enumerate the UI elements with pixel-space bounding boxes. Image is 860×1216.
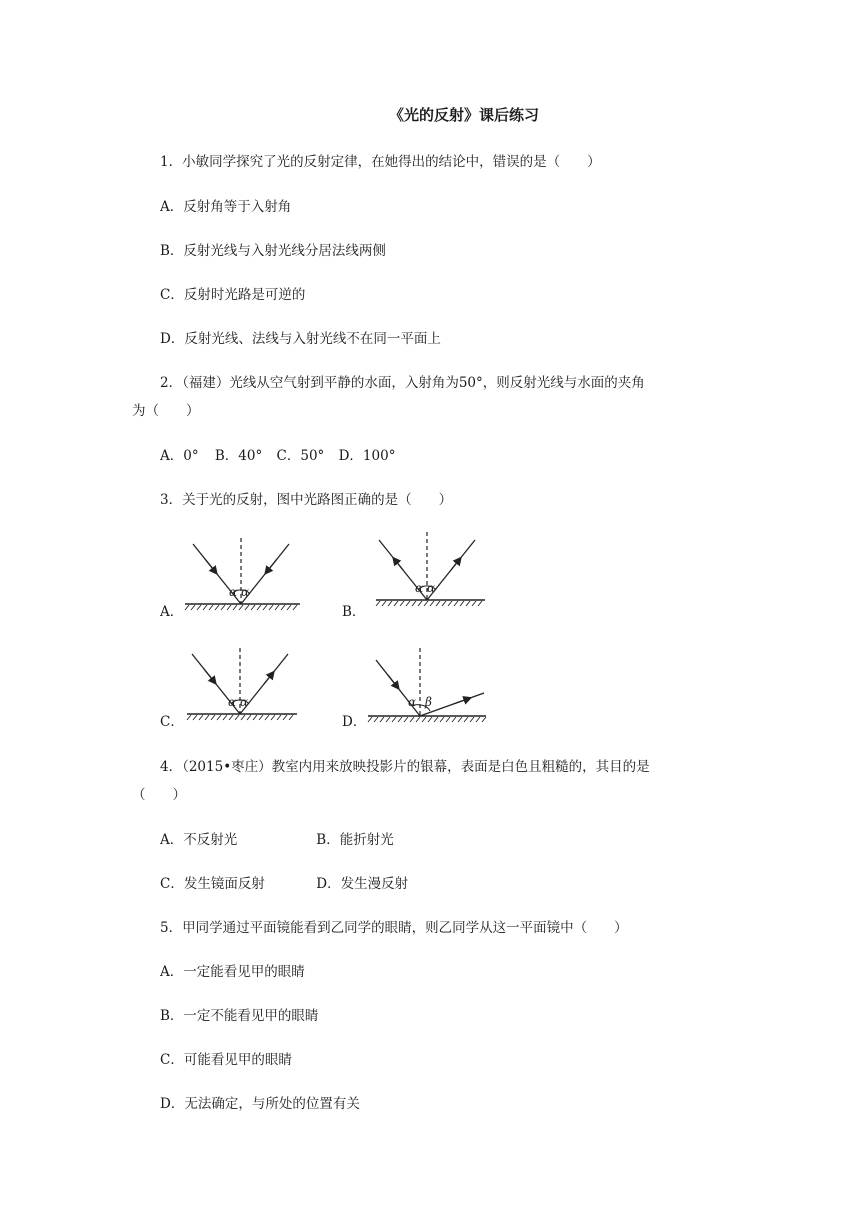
question-4-stem-line2: （ ） bbox=[132, 787, 186, 803]
question-2-stem-line2: 为（ ） bbox=[132, 403, 200, 419]
question-4-options-row1 bbox=[160, 830, 394, 850]
question-4-options-row2 bbox=[160, 874, 408, 894]
question-3-diagram-c bbox=[185, 648, 300, 724]
question-4-option-a: A．不反射光 bbox=[160, 832, 238, 848]
question-2-option-c: C．50° bbox=[276, 448, 325, 464]
question-3-diagram-b bbox=[373, 532, 488, 610]
question-2-option-a: A．0° bbox=[160, 448, 199, 464]
alpha-label: α bbox=[415, 581, 424, 595]
alpha-label: α bbox=[228, 695, 237, 709]
question-2-option-b: B．40° bbox=[214, 448, 263, 464]
question-4-option-d: D．发生漫反射 bbox=[316, 876, 409, 892]
page-title: 《光的反射》课后练习 bbox=[388, 106, 539, 124]
question-3-option-c-label: C． bbox=[160, 714, 184, 730]
question-4-option-c: C．发生镜面反射 bbox=[160, 876, 265, 892]
question-3-stem: 3．关于光的反射，图中光路图正确的是（ ） bbox=[160, 492, 453, 508]
question-1-option-a: A．反射角等于入射角 bbox=[160, 199, 292, 215]
alpha-label: α bbox=[240, 695, 249, 709]
question-5-option-b: B．一定不能看见甲的眼睛 bbox=[160, 1008, 319, 1024]
question-3-option-d-label: D． bbox=[342, 714, 367, 730]
question-3-diagram-a bbox=[185, 538, 305, 614]
question-1-option-c: C．反射时光路是可逆的 bbox=[160, 287, 306, 303]
question-1-option-d: D．反射光线、法线与入射光线不在同一平面上 bbox=[160, 331, 441, 347]
question-5-option-d: D．无法确定，与所处的位置有关 bbox=[160, 1096, 360, 1112]
question-4-stem-line1: 4．（2015•枣庄）教室内用来放映投影片的银幕，表面是白色且粗糙的，其目的是 bbox=[160, 759, 650, 775]
question-4-option-b: B．能折射光 bbox=[316, 832, 394, 848]
alpha-label: α bbox=[408, 695, 417, 709]
question-5-option-c: C．可能看见甲的眼睛 bbox=[160, 1052, 292, 1068]
question-5-option-a: A．一定能看见甲的眼睛 bbox=[160, 964, 305, 980]
question-5-stem: 5．甲同学通过平面镜能看到乙同学的眼睛，则乙同学从这一平面镜中（ ） bbox=[160, 920, 628, 936]
question-2-option-d: D．100° bbox=[338, 448, 396, 464]
question-3-diagram-d bbox=[368, 648, 493, 724]
question-1-option-b: B．反射光线与入射光线分居法线两侧 bbox=[160, 243, 386, 259]
question-3-option-b-label: B． bbox=[342, 604, 366, 620]
question-1-stem: 1．小敏同学探究了光的反射定律，在她得出的结论中，错误的是（ ） bbox=[160, 154, 601, 170]
question-2-options bbox=[160, 446, 395, 466]
beta-label: β bbox=[425, 695, 432, 709]
alpha-label: α bbox=[241, 585, 250, 599]
question-3-option-a-label: A． bbox=[160, 604, 184, 620]
question-2-stem-line1: 2．（福建）光线从空气射到平静的水面，入射角为50°，则反射光线与水面的夹角 bbox=[160, 375, 645, 391]
alpha-label: α bbox=[229, 585, 238, 599]
alpha-label: α bbox=[427, 581, 436, 595]
